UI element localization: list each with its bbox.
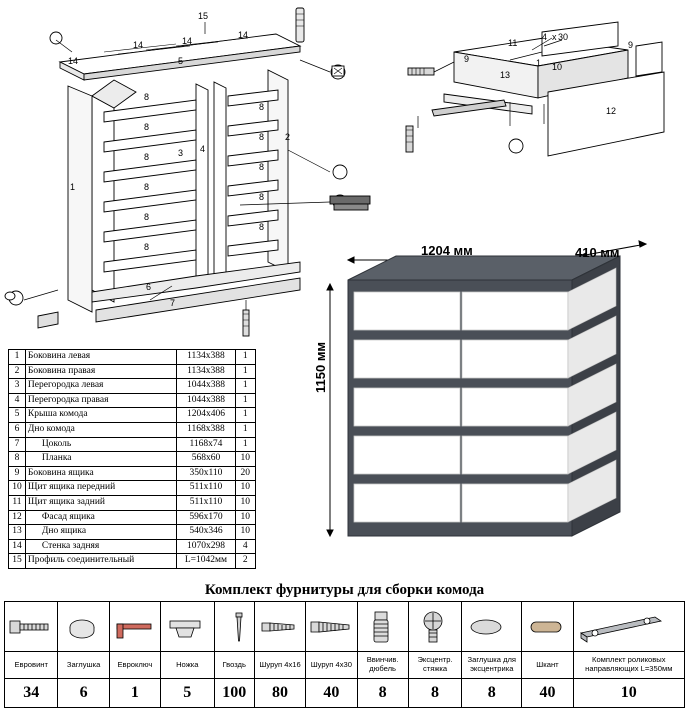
euro-key-icon (109, 602, 160, 652)
hardware-item-name: Шкант (522, 652, 573, 679)
hardware-item-name: Евровинт (5, 652, 58, 679)
hardware-item-quantity: 8 (462, 679, 522, 708)
hardware-item-quantity: 1 (109, 679, 160, 708)
part-dimensions: 1070x298 (177, 539, 235, 554)
hardware-item-quantity: 6 (58, 679, 109, 708)
hardware-item-name: Эксцентр. стяжка (408, 652, 461, 679)
part-quantity: 10 (235, 510, 255, 525)
part-quantity: 20 (235, 466, 255, 481)
chest-3d-view (300, 236, 689, 572)
table-row (9, 466, 256, 481)
part-quantity: 1 (235, 350, 255, 365)
part-number: 13 (9, 525, 26, 540)
svg-text:8: 8 (144, 92, 150, 102)
nail-icon (214, 602, 254, 652)
table-row (9, 481, 256, 496)
svg-text:8: 8 (144, 242, 150, 252)
hardware-item-quantity: 80 (254, 679, 305, 708)
svg-text:2: 2 (285, 132, 291, 142)
part-number: 1 (9, 350, 26, 365)
table-row (9, 437, 256, 452)
svg-text:8: 8 (144, 182, 150, 192)
part-number: 4 (9, 393, 26, 408)
part-number: 9 (9, 466, 26, 481)
hardware-item-quantity: 5 (161, 679, 214, 708)
svg-text:13: 13 (500, 70, 511, 80)
part-name: Перегородка правая (25, 393, 176, 408)
part-dimensions: 1168x388 (177, 422, 235, 437)
hardware-item-quantity: 100 (214, 679, 254, 708)
cap-icon (58, 602, 109, 652)
part-number: 2 (9, 364, 26, 379)
table-row (9, 422, 256, 437)
svg-text:3: 3 (178, 148, 184, 158)
svg-text:1: 1 (70, 182, 76, 192)
part-dimensions: 1134x388 (177, 350, 235, 365)
screw-4x30-icon (306, 602, 357, 652)
hardware-item-name: Заглушка для эксцентрика (462, 652, 522, 679)
svg-text:7: 7 (170, 298, 176, 308)
svg-text:9: 9 (464, 54, 470, 64)
svg-text:9: 9 (628, 40, 634, 50)
part-number: 12 (9, 510, 26, 525)
svg-text:14: 14 (238, 30, 249, 40)
part-dimensions: 1044x388 (177, 393, 235, 408)
part-name: Щит ящика передний (25, 481, 176, 496)
svg-text:8: 8 (259, 222, 265, 232)
table-row (9, 393, 256, 408)
part-name: Крыша комода (25, 408, 176, 423)
hardware-item-quantity: 10 (573, 679, 684, 708)
part-name: Перегородка левая (25, 379, 176, 394)
part-name: Цоколь (25, 437, 176, 452)
hardware-item-quantity: 40 (522, 679, 573, 708)
dowel-icon (522, 602, 573, 652)
eccentric-tie-icon (408, 602, 461, 652)
svg-text:6: 6 (146, 282, 152, 292)
part-dimensions: 1204x406 (177, 408, 235, 423)
screw-4x16-icon (254, 602, 305, 652)
roller-guides-icon (573, 602, 684, 652)
part-quantity: 1 (235, 422, 255, 437)
svg-text:8: 8 (259, 192, 265, 202)
svg-text:30: 30 (558, 32, 569, 42)
parts-list-table (8, 349, 256, 569)
part-number: 3 (9, 379, 26, 394)
svg-text:5: 5 (178, 56, 184, 66)
part-name: Дно ящика (25, 525, 176, 540)
table-row (9, 539, 256, 554)
part-quantity: 10 (235, 495, 255, 510)
hardware-item-quantity: 8 (357, 679, 408, 708)
svg-text:15: 15 (198, 11, 209, 21)
part-name: Боковина левая (25, 350, 176, 365)
hardware-item-quantity: 40 (306, 679, 357, 708)
svg-text:8: 8 (259, 132, 265, 142)
part-quantity: 2 (235, 554, 255, 569)
euro-screw-icon (5, 602, 58, 652)
table-row (9, 510, 256, 525)
svg-text:14: 14 (182, 36, 193, 46)
depth-dimension-label: 410 мм (575, 245, 620, 260)
part-quantity: 10 (235, 452, 255, 467)
part-quantity: 1 (235, 379, 255, 394)
part-dimensions: 1044x388 (177, 379, 235, 394)
foot-icon (161, 602, 214, 652)
part-name: Планка (25, 452, 176, 467)
part-dimensions: 511x110 (177, 481, 235, 496)
part-name: Профиль соединительный (25, 554, 176, 569)
hardware-item-quantity: 34 (5, 679, 58, 708)
svg-text:1: 1 (536, 58, 542, 68)
part-dimensions: 1134x388 (177, 364, 235, 379)
svg-text:8: 8 (144, 122, 150, 132)
part-dimensions: 1168x74 (177, 437, 235, 452)
table-row (9, 379, 256, 394)
part-number: 10 (9, 481, 26, 496)
table-row (9, 495, 256, 510)
drawer-detail-diagram (392, 6, 687, 166)
table-row (9, 525, 256, 540)
part-name: Стенка задняя (25, 539, 176, 554)
table-row (9, 452, 256, 467)
part-quantity: 10 (235, 525, 255, 540)
hardware-kit-table (4, 601, 685, 708)
svg-text:10: 10 (552, 62, 563, 72)
part-dimensions: 568x60 (177, 452, 235, 467)
hardware-item-name: Ножка (161, 652, 214, 679)
eccentric-cap-icon (462, 602, 522, 652)
hardware-item-name: Ввинчив. дюбель (357, 652, 408, 679)
part-name: Боковина ящика (25, 466, 176, 481)
svg-text:14: 14 (133, 40, 144, 50)
part-dimensions: L=1042мм (177, 554, 235, 569)
table-row (9, 554, 256, 569)
screw-in-dowel-icon (357, 602, 408, 652)
svg-text:8: 8 (144, 152, 150, 162)
svg-text:11: 11 (508, 38, 518, 48)
hardware-item-name: Шуруп 4х16 (254, 652, 305, 679)
svg-text:4: 4 (542, 32, 548, 42)
part-dimensions: 350x110 (177, 466, 235, 481)
table-row (9, 408, 256, 423)
hardware-item-name: Комплект роликовых направляющих L=350мм (573, 652, 684, 679)
part-quantity: 10 (235, 481, 255, 496)
svg-text:х: х (552, 32, 557, 42)
part-name: Щит ящика задний (25, 495, 176, 510)
part-dimensions: 511x110 (177, 495, 235, 510)
height-dimension-label: 1150 мм (313, 341, 328, 393)
part-number: 7 (9, 437, 26, 452)
svg-text:12: 12 (606, 106, 617, 116)
part-quantity: 1 (235, 408, 255, 423)
hardware-item-name: Евроключ (109, 652, 160, 679)
hardware-item-name: Шуруп 4х30 (306, 652, 357, 679)
table-row (9, 350, 256, 365)
part-name: Боковина правая (25, 364, 176, 379)
part-quantity: 1 (235, 437, 255, 452)
part-number: 11 (9, 495, 26, 510)
part-number: 14 (9, 539, 26, 554)
part-quantity: 1 (235, 393, 255, 408)
part-number: 5 (9, 408, 26, 423)
part-number: 6 (9, 422, 26, 437)
svg-text:8: 8 (259, 162, 265, 172)
part-quantity: 4 (235, 539, 255, 554)
svg-text:4: 4 (200, 144, 206, 154)
svg-text:8: 8 (259, 102, 265, 112)
width-dimension-label: 1204 мм (421, 243, 473, 258)
part-quantity: 1 (235, 364, 255, 379)
hardware-kit-title: Комплект фурнитуры для сборки комода (204, 582, 485, 598)
svg-text:8: 8 (144, 212, 150, 222)
svg-text:14: 14 (68, 56, 79, 66)
part-name: Дно комода (25, 422, 176, 437)
hardware-item-name: Заглушка (58, 652, 109, 679)
part-name: Фасад ящика (25, 510, 176, 525)
table-row (9, 364, 256, 379)
part-dimensions: 540x346 (177, 525, 235, 540)
hardware-item-name: Гвоздь (214, 652, 254, 679)
hardware-item-quantity: 8 (408, 679, 461, 708)
part-number: 8 (9, 452, 26, 467)
part-dimensions: 596x170 (177, 510, 235, 525)
part-number: 15 (9, 554, 26, 569)
